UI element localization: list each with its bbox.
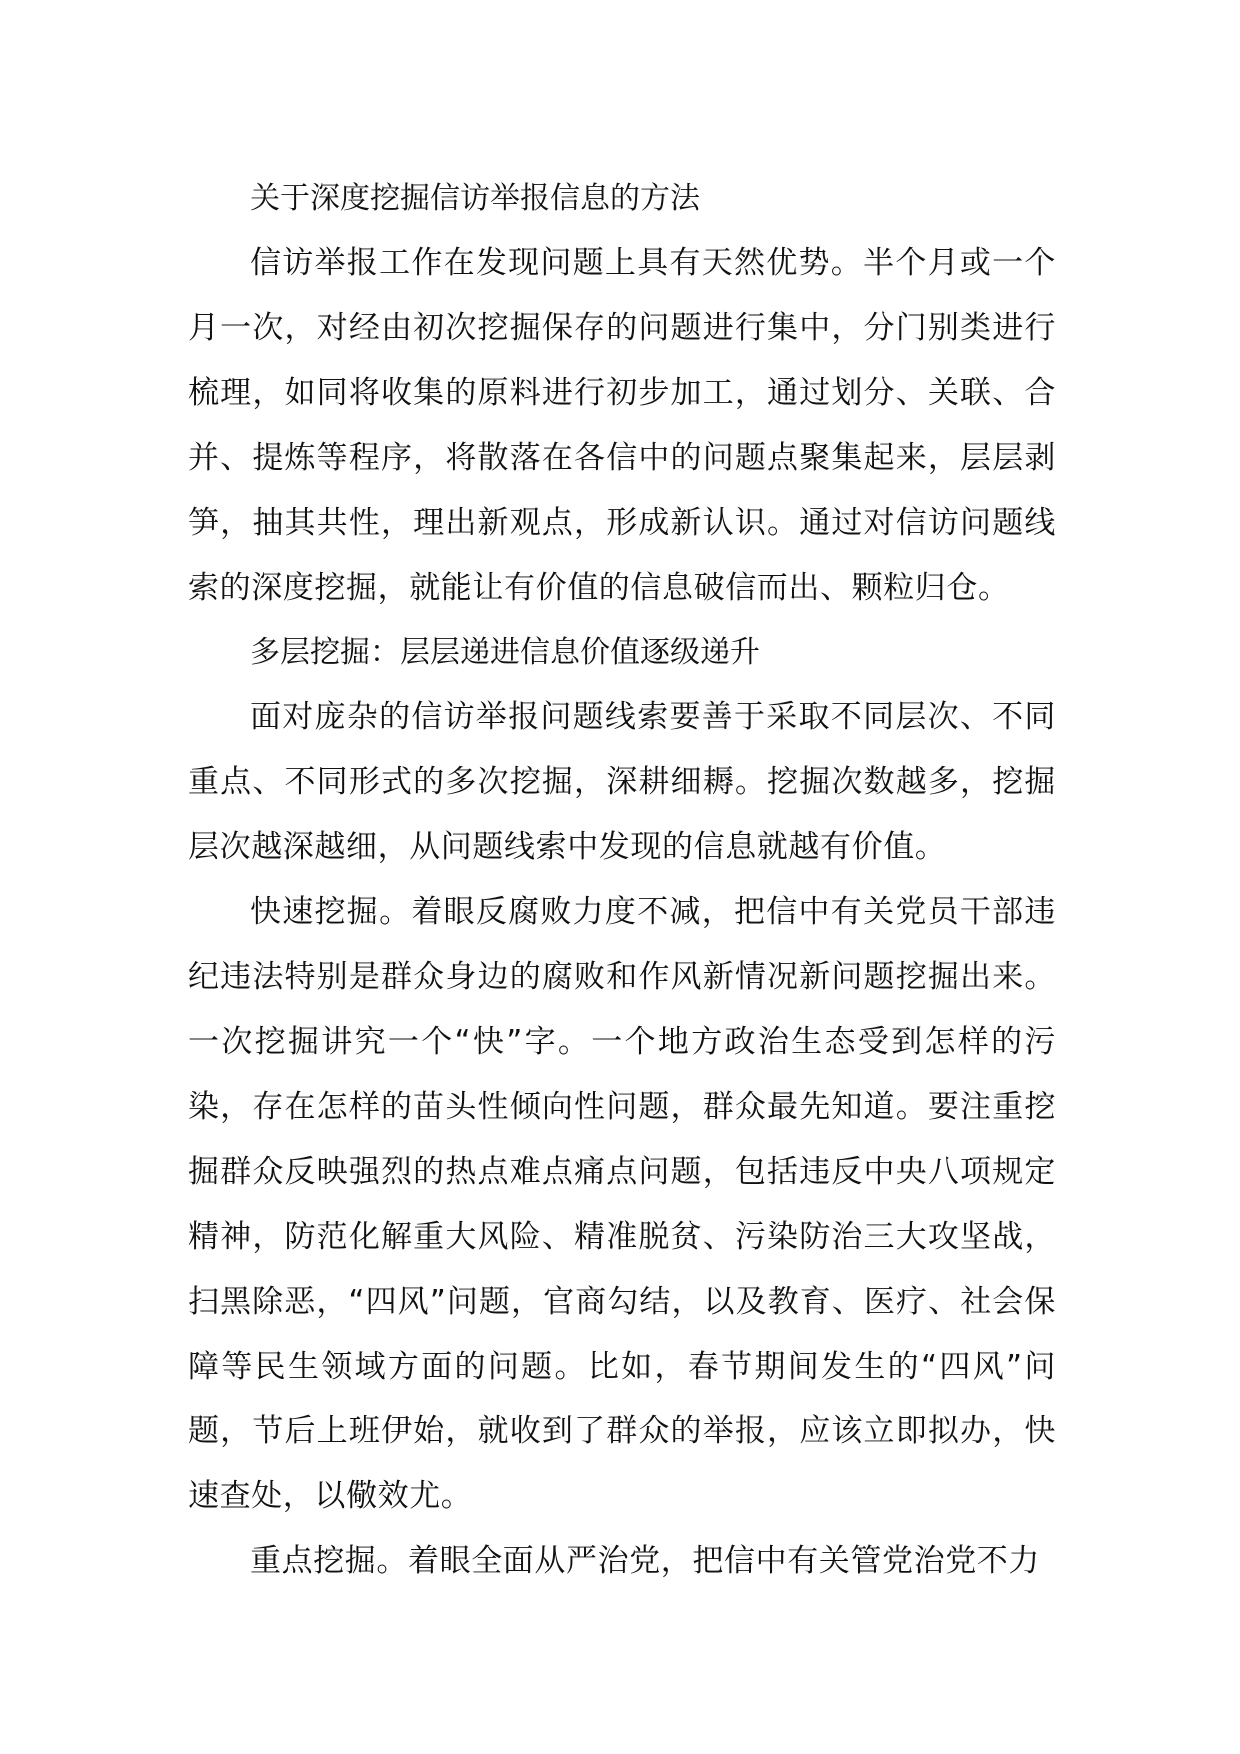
section-intro-paragraph: 面对庞杂的信访举报问题线索要善于采取不同层次、不同重点、不同形式的多次挖掘，深耕细耨。挖掘次数越多，挖掘层次越深越细，从问题线索中发现的信息就越有价值。: [188, 699, 1056, 866]
document-title: 关于深度挖掘信访举报信息的方法: [250, 181, 700, 216]
fast-mining-paragraph: 快速挖掘。着眼反腐败力度不减，把信中有关党员干部违纪违法特别是群众身边的腐败和作风新情况新问题挖掘出来。一次挖掘讲究一个“快”字。一个地方政治生态受到怎样的污染，存在怎样的苗头性倾向性问题，群众最先知道。要注重挖掘群众反映强烈的热点难点痛点问题，包括违反中央八项规定精神，防范化解重大风险、精准脱贫、污染防治三大攻坚战，扫黑除恶，“四风”问题，官商勾结，以及教育、医疗、社会保障等民生领域方面的问题。比如，春节期间发生的“四风”问题，节后上班伊始，就收到了群众的举报，应该立即拟办，快速查处，以儆效尤。: [188, 894, 1056, 1515]
key-mining-paragraph: 重点挖掘。着眼全面从严治党，把信中有关管党治党不力: [250, 1543, 1040, 1580]
intro-paragraph: 信访举报工作在发现问题上具有天然优势。半个月或一个月一次，对经由初次挖掘保存的问题进行集中，分门别类进行梳理，如同将收集的原料进行初步加工，通过划分、关联、合并、提炼等程序，将散落在各信中的问题点聚集起来，层层剥笋，抽其共性，理出新观点，形成新认识。通过对信访问题线索的深度挖掘，就能让有价值的信息破信而出、颗粒归仓。: [188, 245, 1056, 606]
document-body: [188, 166, 1056, 1594]
section-heading: 多层挖掘：层层递进信息价值逐级递升: [250, 635, 760, 671]
